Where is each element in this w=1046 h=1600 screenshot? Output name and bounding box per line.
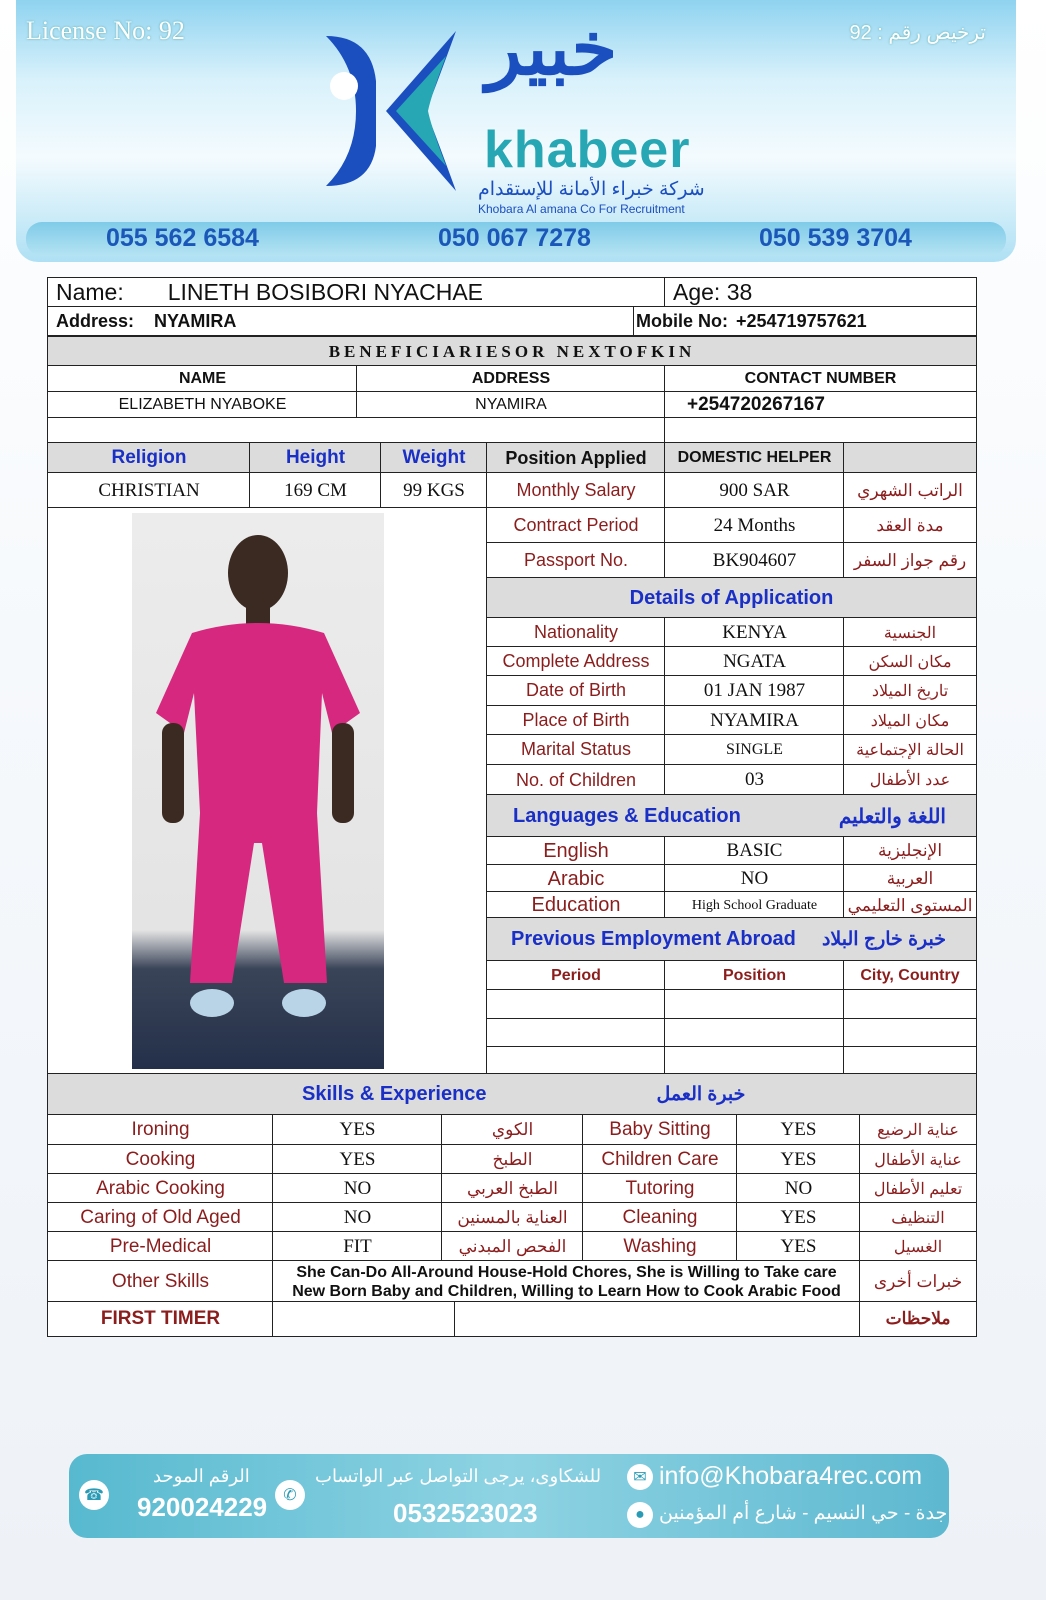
license-number-en: License No: 92 [26,16,185,45]
detail-value: SINGLE [664,734,845,765]
address-label: Address: [56,310,135,331]
contract-period-value: 24 Months [664,507,845,544]
height-value: 169 CM [249,472,382,509]
skill-label-ar: الطبخ العربي [441,1173,584,1204]
address-cell [47,306,635,336]
mobile-cell [633,306,977,336]
phone-3[interactable]: 050 539 3704 [759,224,912,252]
skill-value: NO [736,1173,861,1204]
salary-label: Monthly Salary [486,472,666,509]
skill-label: Tutoring [582,1173,738,1204]
languages-title-bar [486,794,977,838]
skill-value: FIT [272,1231,443,1262]
kin-name: ELIZABETH NYABOKE [47,391,358,419]
kin-header-contact: CONTACT NUMBER [664,365,977,393]
brand-name-en: khabeer [484,121,691,179]
complaints-label: للشكاوى، يرجى التواصل عبر الواتساب [315,1466,602,1486]
skill-label: Washing [582,1231,738,1262]
detail-label-ar: عدد الأطفال [843,764,977,796]
detail-value: 01 JAN 1987 [664,675,845,706]
skill-label: Cleaning [582,1202,738,1233]
phone-1[interactable]: 055 562 6584 [106,224,259,252]
empty-cell [272,1301,456,1337]
language-value: NO [664,864,845,894]
candidate-mobile: +254719757621 [736,310,867,331]
skill-value: YES [736,1144,861,1175]
employment-header-position: Position [664,960,845,991]
detail-label: Marital Status [486,734,666,765]
detail-value: 03 [664,764,845,796]
skills-title-ar: خبرة العمل [656,1084,746,1105]
religion-header: Religion [47,442,251,474]
detail-label: No. of Children [486,764,666,796]
candidate-address: NYAMIRA [154,310,237,331]
passport-label: Passport No. [486,542,666,579]
company-name-en: Khobara Al amana Co For Recruitment [478,202,685,216]
kin-contact: +254720267167 [664,391,977,419]
detail-label-ar: مكان السكن [843,646,977,677]
contact-footer [69,1454,949,1538]
detail-value: NGATA [664,646,845,677]
language-label: Arabic [486,864,666,894]
detail-label-ar: الجنسية [843,617,977,648]
language-label-ar: الإنجليزية [843,836,977,866]
skill-label: Children Care [582,1144,738,1175]
language-label-ar: المستوى التعليمي [843,891,977,920]
other-skills-label: Other Skills [47,1260,274,1303]
remark-label-ar: ملاحظات [859,1301,977,1337]
detail-label: Nationality [486,617,666,648]
detail-value: NYAMIRA [664,705,845,736]
detail-label: Complete Address [486,646,666,677]
candidate-photo [132,513,384,1069]
empty-cell [664,417,977,444]
height-header: Height [249,442,382,474]
empty-cell [454,1301,861,1337]
weight-value: 99 KGS [380,472,488,509]
weight-header: Weight [380,442,488,474]
name-cell [47,277,666,308]
empty-cell [843,1018,977,1048]
skill-value: YES [736,1114,861,1145]
skill-label: Arabic Cooking [47,1173,274,1204]
detail-label: Place of Birth [486,705,666,736]
skill-value: NO [272,1202,443,1233]
skill-value: NO [272,1173,443,1204]
skill-label-ar: الطبخ [441,1144,584,1175]
other-skills-line-2: New Born Baby and Children, Willing to Learn How to Cook Arabic Food [292,1282,841,1300]
language-value: BASIC [664,836,845,866]
detail-label-ar: الحالة الإجتماعية [843,734,977,765]
language-value: High School Graduate [664,891,845,920]
detail-label: Date of Birth [486,675,666,706]
skill-value: YES [736,1231,861,1262]
skill-label-ar: عناية الأطفال [859,1144,977,1175]
skill-label: Cooking [47,1144,274,1175]
contract-period-label-ar: مدة العقد [843,507,977,544]
empty-cell [486,1018,666,1048]
other-skills-text [272,1260,861,1303]
brand-name-ar: خبير [486,7,618,90]
language-label: Education [486,891,666,920]
passport-label-ar: رقم جواز السفر [843,542,977,579]
letterhead [16,0,1016,262]
languages-title: Languages & Education [513,804,741,827]
employment-title-bar [486,917,977,962]
skill-value: YES [736,1202,861,1233]
phone-2[interactable]: 050 067 7278 [438,224,591,252]
skill-label-ar: الكوي [441,1114,584,1145]
skill-label-ar: الغسيل [859,1231,977,1262]
location-pin-icon: ● [627,1502,653,1528]
empty-cell [843,1046,977,1076]
skill-label-ar: التنظيف [859,1202,977,1233]
candidate-age: Age: 38 [673,279,753,305]
other-skills-line-1: She Can-Do All-Around House-Hold Chores, She is Willing to Take care [296,1263,837,1281]
skill-label: Caring of Old Aged [47,1202,274,1233]
contract-period-label: Contract Period [486,507,666,544]
language-label-ar: العربية [843,864,977,894]
email-icon: ✉ [627,1464,653,1490]
mobile-label: Mobile No: [636,310,728,331]
skills-title: Skills & Experience [302,1083,487,1105]
whatsapp-number[interactable]: 0532523023 [393,1498,538,1528]
license-number-ar: ترخيص رقم : 92 [849,22,986,44]
skill-value: YES [272,1144,443,1175]
language-label: English [486,836,666,866]
telephone-icon: ☎ [79,1480,109,1510]
employment-title: Previous Employment Abroad [511,928,796,950]
empty-cell [664,989,845,1019]
other-skills-label-ar: خبرات أخرى [859,1260,977,1303]
employment-title-ar: خبرة خارج البلاد [821,929,946,950]
skill-label: Ironing [47,1114,274,1145]
empty-cell [486,989,666,1019]
empty-cell [664,1018,845,1048]
skill-label: Baby Sitting [582,1114,738,1145]
employment-header-city: City, Country [843,960,977,991]
passport-value: BK904607 [664,542,845,579]
empty-cell [486,1046,666,1076]
company-name-ar: شركة خبراء الأمانة للإستقدام [478,179,705,200]
unified-number[interactable]: 920024229 [137,1492,268,1522]
kin-header-address: ADDRESS [356,365,666,393]
khabeer-logo-icon [316,26,466,196]
skills-title-bar [47,1073,977,1116]
skill-label-ar: العناية بالمسنين [441,1202,584,1233]
languages-title-ar: اللغة والتعليم [838,805,946,828]
kin-header-name: NAME [47,365,358,393]
location-address: جدة - حي النسيم - شارع أم المؤمنين [659,1503,948,1524]
empty-cell [843,989,977,1019]
kin-address: NYAMIRA [356,391,666,419]
position-applied-value: DOMESTIC HELPER [664,442,845,474]
salary-label-ar: الراتب الشهري [843,472,977,509]
remark-value: FIRST TIMER [47,1301,274,1337]
empty-cell [47,417,666,444]
position-applied-label: Position Applied [486,442,666,474]
skill-label: Pre-Medical [47,1231,274,1262]
skill-label-ar: الفحص المبدني [441,1231,584,1262]
detail-label-ar: مكان الميلاد [843,705,977,736]
salary-value: 900 SAR [664,472,845,509]
employment-header-period: Period [486,960,666,991]
religion-value: CHRISTIAN [47,472,251,509]
empty-cell [664,1046,845,1076]
skill-label-ar: تعليم الأطفال [859,1173,977,1204]
skill-label-ar: عناية الرضيع [859,1114,977,1145]
detail-label-ar: تاريخ الميلاد [843,675,977,706]
details-title: Details of Application [486,577,977,619]
detail-value: KENYA [664,617,845,648]
email-address[interactable]: info@Khobara4rec.com [659,1462,923,1490]
candidate-name: LINETH BOSIBORI NYACHAE [167,279,484,305]
age-cell [664,277,977,308]
empty-cell [843,442,977,474]
name-label: Name: [56,279,124,305]
kin-title: BENEFICIARIESOR NEXTOFKIN [47,336,977,367]
skill-value: YES [272,1114,443,1145]
unified-number-label: الرقم الموحد [153,1466,250,1486]
whatsapp-icon: ✆ [275,1480,305,1510]
person-figure-icon [132,513,384,1069]
